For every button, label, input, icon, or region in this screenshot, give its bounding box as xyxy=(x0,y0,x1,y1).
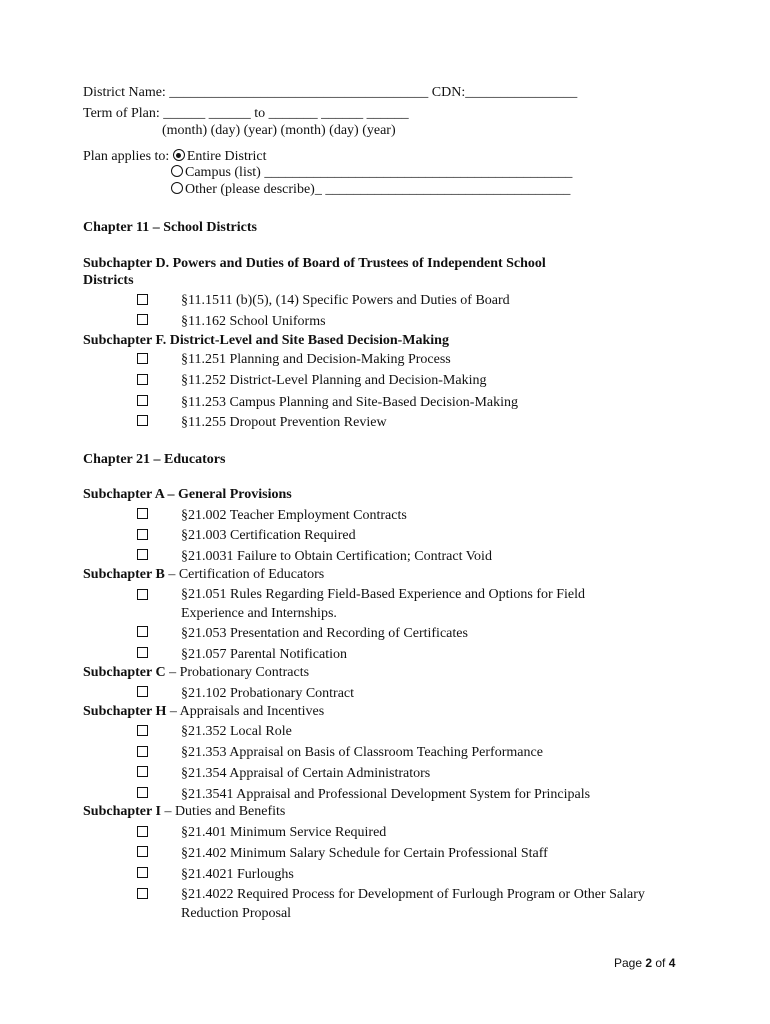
checkbox-11-255[interactable] xyxy=(137,415,148,426)
item-21-0031: §21.0031 Failure to Obtain Certification; Contract Void xyxy=(181,549,492,564)
page-of: of xyxy=(652,956,669,970)
checkbox-21-102[interactable] xyxy=(137,686,148,697)
checkbox-21-002[interactable] xyxy=(137,508,148,519)
checkbox-11-252[interactable] xyxy=(137,374,148,385)
subchapter-d-title-line2: Districts xyxy=(83,273,134,288)
subchapter-i-label: Subchapter I xyxy=(83,804,161,819)
item-11-251: §11.251 Planning and Decision-Making Process xyxy=(181,352,451,367)
item-21-003: §21.003 Certification Required xyxy=(181,528,356,543)
checkbox-21-402[interactable] xyxy=(137,846,148,857)
item-21-354: §21.354 Appraisal of Certain Administrators xyxy=(181,766,431,781)
page-total: 4 xyxy=(668,956,676,970)
subchapter-a-title: Subchapter A – General Provisions xyxy=(83,487,292,502)
checkbox-11-251[interactable] xyxy=(137,353,148,364)
checkbox-21-353[interactable] xyxy=(137,746,148,757)
checkbox-21-354[interactable] xyxy=(137,766,148,777)
term-of-plan-line: Term of Plan: ______ ______ to _______ ______ ______ xyxy=(83,106,409,121)
checkbox-21-4021[interactable] xyxy=(137,867,148,878)
checkbox-21-4022[interactable] xyxy=(137,888,148,899)
item-21-401: §21.401 Minimum Service Required xyxy=(181,825,387,840)
item-21-402: §21.402 Minimum Salary Schedule for Certain Professional Staff xyxy=(181,846,548,861)
subchapter-h-label: Subchapter H xyxy=(83,704,167,719)
item-21-3541: §21.3541 Appraisal and Professional Development System for Principals xyxy=(181,787,591,802)
subchapter-f-title: Subchapter F. District-Level and Site Based Decision-Making xyxy=(83,333,449,348)
subchapter-d-title-line1: Subchapter D. Powers and Duties of Board of Trustees of Independent School xyxy=(83,256,546,271)
item-11-253: §11.253 Campus Planning and Site-Based Decision-Making xyxy=(181,395,518,410)
other-label: Other (please describe)_ ___________________________________ xyxy=(185,182,571,197)
subchapter-h-desc: – Appraisals and Incentives xyxy=(166,704,325,719)
subchapter-c-desc: – Probationary Contracts xyxy=(165,665,310,680)
item-21-4022-line2: Reduction Proposal xyxy=(181,906,292,921)
chapter-21-title: Chapter 21 – Educators xyxy=(83,452,226,467)
item-21-051-line1: §21.051 Rules Regarding Field-Based Experience and Options for Field xyxy=(181,587,585,602)
checkbox-21-401[interactable] xyxy=(137,826,148,837)
plan-applies-label: Plan applies to: xyxy=(83,149,170,164)
page-number xyxy=(614,955,675,971)
entire-district-label: Entire District xyxy=(186,149,267,164)
subchapter-c-title xyxy=(83,664,309,682)
checkbox-11-253[interactable] xyxy=(137,395,148,406)
subchapter-b-label: Subchapter B xyxy=(83,567,165,582)
checkbox-21-3541[interactable] xyxy=(137,787,148,798)
item-11-162: §11.162 School Uniforms xyxy=(181,314,326,329)
subchapter-c-label: Subchapter C xyxy=(83,665,166,680)
item-21-4021: §21.4021 Furloughs xyxy=(181,867,294,882)
item-11-255: §11.255 Dropout Prevention Review xyxy=(181,415,387,430)
subchapter-b-desc: – Certification of Educators xyxy=(164,567,325,582)
subchapter-i-desc: – Duties and Benefits xyxy=(160,804,286,819)
subchapter-i-title xyxy=(83,803,285,821)
entire-district-radio[interactable] xyxy=(173,149,185,161)
subchapter-b-title xyxy=(83,566,324,584)
checkbox-11-162[interactable] xyxy=(137,314,148,325)
item-21-057: §21.057 Parental Notification xyxy=(181,647,348,662)
subchapter-h-title xyxy=(83,703,324,721)
other-option-row xyxy=(171,181,570,199)
term-units-line: (month) (day) (year) (month) (day) (year) xyxy=(162,123,396,138)
page-word: Page xyxy=(614,956,646,970)
item-21-102: §21.102 Probationary Contract xyxy=(181,686,355,701)
campus-radio[interactable] xyxy=(171,165,183,177)
item-21-053: §21.053 Presentation and Recording of Certificates xyxy=(181,626,468,641)
item-21-353: §21.353 Appraisal on Basis of Classroom Teaching Performance xyxy=(181,745,543,760)
item-11-252: §11.252 District-Level Planning and Decision-Making xyxy=(181,373,487,388)
checkbox-21-053[interactable] xyxy=(137,626,148,637)
item-11-1511: §11.1511 (b)(5), (14) Specific Powers and Duties of Board xyxy=(181,293,510,308)
page-current: 2 xyxy=(645,956,653,970)
item-21-051-line2: Experience and Internships. xyxy=(181,606,337,621)
checkbox-21-0031[interactable] xyxy=(137,549,148,560)
checkbox-21-051[interactable] xyxy=(137,589,148,600)
item-21-002: §21.002 Teacher Employment Contracts xyxy=(181,508,407,523)
item-21-352: §21.352 Local Role xyxy=(181,724,292,739)
checkbox-21-003[interactable] xyxy=(137,529,148,540)
campus-label: Campus (list) ____________________________________________ xyxy=(185,165,573,180)
checkbox-21-352[interactable] xyxy=(137,725,148,736)
item-21-4022-line1: §21.4022 Required Process for Development of Furlough Program or Other Salary xyxy=(181,887,645,902)
other-radio[interactable] xyxy=(171,182,183,194)
checkbox-11-1511[interactable] xyxy=(137,294,148,305)
chapter-11-title: Chapter 11 – School Districts xyxy=(83,220,257,235)
district-name-line: District Name: _____________________________________ CDN:________________ xyxy=(83,85,578,100)
checkbox-21-057[interactable] xyxy=(137,647,148,658)
campus-option-row xyxy=(171,164,572,182)
